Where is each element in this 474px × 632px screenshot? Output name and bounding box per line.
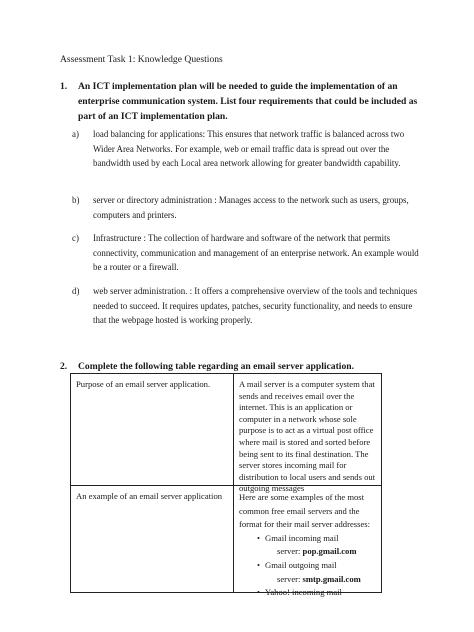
item-text: server or directory administration : Manages access to the network such as users, groups, computers and printers. [93,195,409,220]
server-address: smtp.gmail.com [302,573,361,584]
row-label: Purpose of an email server application. [76,379,211,389]
question-text: An ICT implementation plan will be needed to guide the implementation of an enterprise communication system. List four requirements that could be included as part of an ICT implementation plan. [78,81,418,122]
example-name: Gmail outgoing mail [265,559,337,570]
table-cell-answer [234,374,382,494]
email-server-table [70,373,382,598]
address-prefix: server: [277,573,301,584]
table-row [71,374,382,486]
question-number: 2. [60,361,68,372]
server-address: pop.gmail.com [302,546,357,557]
table-cell-answer [234,486,382,598]
examples-intro: Here are some examples of the most common free email servers and the format for their mail server addresses: [239,492,371,530]
list-item [265,532,376,559]
item-text: web server administration. : It offers a comprehensive overview of the tools and techniques needed to succeed. It requires updates, patches, security functionality, and needs to ensure that the webpage hosted is working properly. [93,286,418,326]
item-text: Infrastructure : The collection of hardware and software of the network that permits connectivity, communication and management of an enterprise network. An example would be a router or a firewall. [93,233,419,273]
item-text: load balancing for applications: This ensures that network traffic is balanced across two Wider Area Networks. For example, web or email traffic data is spread out over the bandwidth used by each Local area network allowing for greater bandwidth capability. [93,129,405,169]
example-name: Gmail incoming mail [265,532,339,543]
item-label: a) [72,129,79,139]
item-label: c) [72,233,79,243]
table-cell-label [71,374,234,486]
question-text: Complete the following table regarding an email server application. [78,361,354,372]
question-number: 1. [60,81,68,92]
table-row [71,486,382,593]
row-label: An example of an email server application [76,491,223,501]
item-label: b) [72,195,80,205]
address-prefix: server: [277,546,301,557]
page-title: Assessment Task 1: Knowledge Questions [60,54,223,65]
row-answer: A mail server is a computer system that sends and receives email over the internet. This is an application or computer in a network whose sole purpose is to act as a virtual post office where mail is stored and sorted before being sent to its final destination. The server stores incoming mail for distribution to local users and sends out outgoing messages [239,379,376,494]
list-item [265,559,376,586]
item-label: d) [72,286,80,296]
examples-list [239,532,376,600]
example-name: Yahoo! incoming mail [265,587,342,598]
list-item [265,586,376,600]
table-cell-label [71,486,234,593]
